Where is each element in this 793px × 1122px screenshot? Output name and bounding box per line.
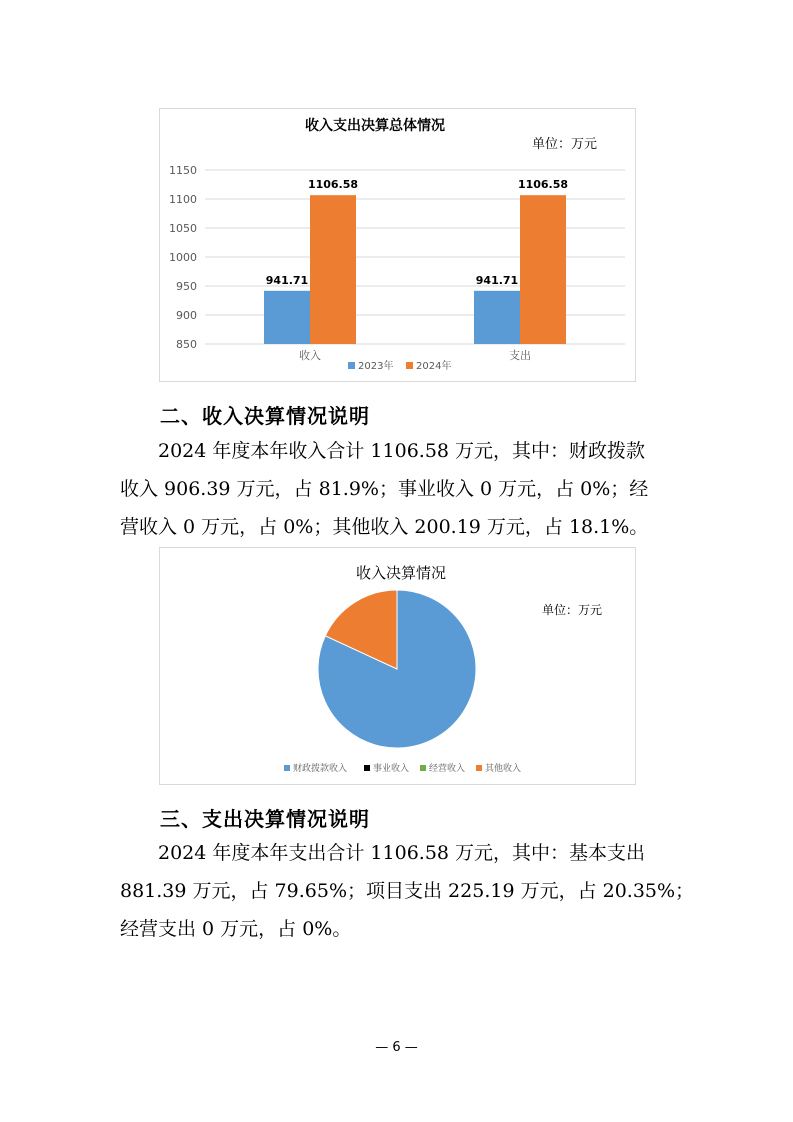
y-tick-label: 850 [176,338,197,351]
bar-value-label: 941.71 [265,273,309,287]
pie-chart-title: 收入决算情况 [356,564,447,582]
income-line-1: 2024 年度本年收入合计 1106.58 万元，其中：财政拨款 [158,440,646,462]
legend-label: 事业收入 [373,764,410,774]
y-tick-label: 1100 [169,193,197,206]
legend-swatch [364,765,370,771]
income-pie-chart [159,547,636,785]
bar-chart-unit: 单位：万元 [532,137,598,152]
category-label: 支出 [509,349,531,362]
legend-label: 2024年 [416,361,452,372]
pie-chart-plot [160,548,635,784]
income-line-2: 收入 906.39 万元，占 81.9%；事业收入 0 万元，占 0%；经 [120,478,649,500]
legend-label: 其他收入 [485,764,522,774]
legend-swatch [420,765,426,771]
legend-swatch [284,765,290,771]
expense-line-2: 881.39 万元，占 79.65%；项目支出 225.19 万元，占 20.35%； [120,880,695,902]
bar [520,195,566,344]
legend-swatch [348,362,355,369]
bar [474,291,520,344]
page-number: — 6 — [375,1040,418,1055]
legend-label: 2023年 [358,361,394,372]
bar [264,291,310,344]
legend-label: 经营收入 [429,764,466,774]
expense-paragraph [120,834,695,948]
y-tick-label: 900 [176,309,197,322]
bar-value-label: 941.71 [475,273,519,287]
expense-section-heading: 三、支出决算情况说明 [160,807,370,831]
income-line-3: 营收入 0 万元，占 0%；其他收入 200.19 万元，占 18.1%。 [120,516,649,538]
income-section-heading: 二、收入决算情况说明 [160,404,370,428]
legend-swatch [406,362,413,369]
income-paragraph [120,432,680,546]
expense-line-1: 2024 年度本年支出合计 1106.58 万元，其中：基本支出 [158,842,646,864]
bar-value-label: 1106.58 [307,178,359,192]
legend-label: 财政拨款收入 [293,764,348,774]
bar-value-label: 1106.58 [517,178,569,192]
y-tick-label: 950 [176,280,197,293]
category-label: 收入 [299,349,321,362]
bar-chart-title: 收入支出决算总体情况 [305,118,445,134]
expense-line-3: 经营支出 0 万元，占 0%。 [120,918,352,940]
y-tick-label: 1050 [169,222,197,235]
income-expense-bar-chart [159,108,636,382]
legend-swatch [476,765,482,771]
bar [310,195,356,344]
y-tick-label: 1150 [169,164,197,177]
pie-chart-unit: 单位：万元 [542,603,603,617]
y-tick-label: 1000 [169,251,197,264]
bar-chart-plot [160,109,635,381]
